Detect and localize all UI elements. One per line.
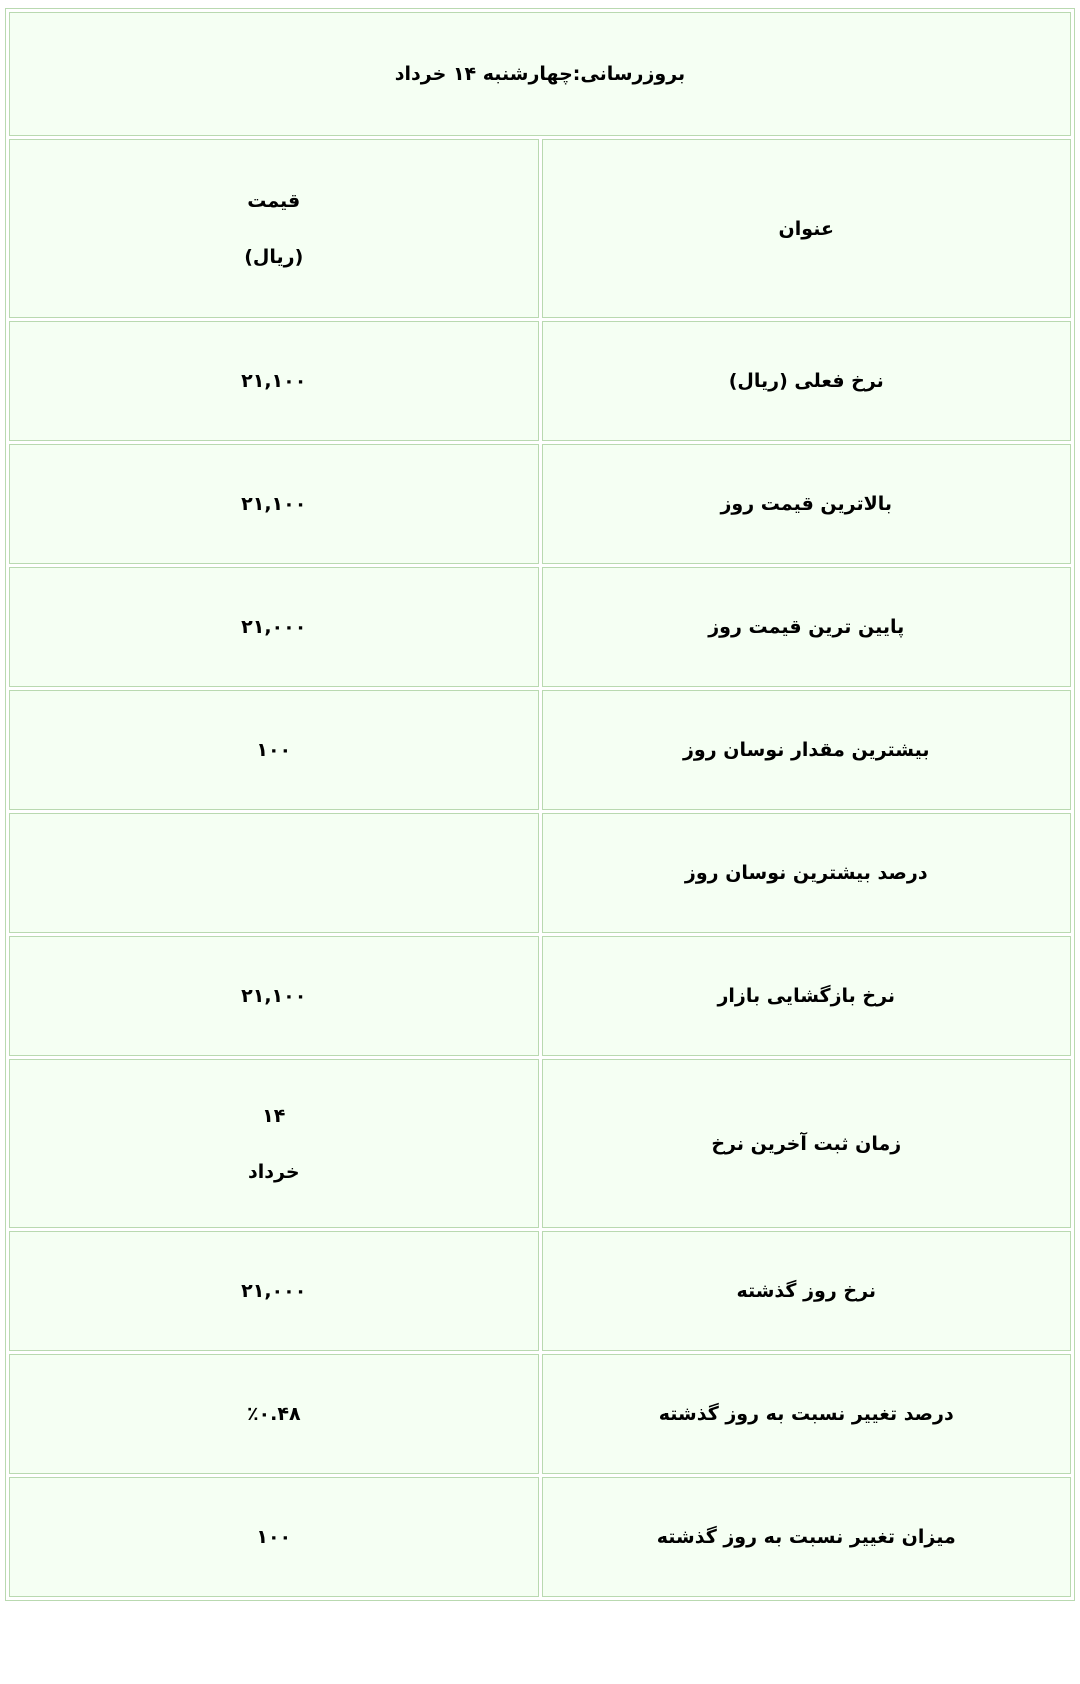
row-label: پایین ترین قیمت روز bbox=[542, 567, 1072, 687]
header-price-label: قیمت bbox=[247, 189, 301, 212]
row-value: ٪۰.۴۸ bbox=[9, 1354, 539, 1474]
row-value: ۱۰۰ bbox=[9, 690, 539, 810]
row-label: بیشترین مقدار نوسان روز bbox=[542, 690, 1072, 810]
table-row bbox=[9, 1059, 1071, 1228]
table-row bbox=[9, 690, 1071, 810]
table-row bbox=[9, 567, 1071, 687]
row-value: ۲۱,۱۰۰ bbox=[9, 936, 539, 1056]
row-value-day: ۱۴ bbox=[262, 1104, 286, 1127]
price-table-container bbox=[5, 8, 1075, 1601]
row-value: ۱۰۰ bbox=[9, 1477, 539, 1597]
row-label: درصد بیشترین نوسان روز bbox=[542, 813, 1072, 933]
table-row bbox=[9, 321, 1071, 441]
row-value bbox=[248, 1088, 300, 1200]
row-label: نرخ بازگشایی بازار bbox=[542, 936, 1072, 1056]
title-row bbox=[9, 12, 1071, 136]
table-row bbox=[9, 936, 1071, 1056]
table-row bbox=[9, 1354, 1071, 1474]
table-row bbox=[9, 444, 1071, 564]
header-price bbox=[244, 173, 303, 285]
row-value: ۲۱,۰۰۰ bbox=[9, 1231, 539, 1351]
header-price-unit: (ریال) bbox=[244, 245, 304, 268]
table-row bbox=[9, 1477, 1071, 1597]
row-value: ۲۱,۱۰۰ bbox=[9, 321, 539, 441]
row-value-month: خرداد bbox=[247, 1160, 300, 1183]
row-label: درصد تغییر نسبت به روز گذشته bbox=[542, 1354, 1072, 1474]
header-row bbox=[9, 139, 1071, 318]
table-row bbox=[9, 1231, 1071, 1351]
header-title: عنوان bbox=[542, 139, 1072, 318]
row-label: زمان ثبت آخرین نرخ bbox=[542, 1059, 1072, 1228]
row-value: ۲۱,۰۰۰ bbox=[9, 567, 539, 687]
price-table bbox=[5, 8, 1075, 1601]
table-row bbox=[9, 813, 1071, 933]
update-title: بروزرسانی:چهارشنبه ۱۴ خرداد bbox=[9, 12, 1071, 136]
row-value bbox=[9, 813, 539, 933]
row-label: نرخ روز گذشته bbox=[542, 1231, 1072, 1351]
row-value: ۲۱,۱۰۰ bbox=[9, 444, 539, 564]
header-price-cell bbox=[9, 139, 539, 318]
row-label: بالاترین قیمت روز bbox=[542, 444, 1072, 564]
row-value-cell bbox=[9, 1059, 539, 1228]
row-label: نرخ فعلی (ریال) bbox=[542, 321, 1072, 441]
row-label: میزان تغییر نسبت به روز گذشته bbox=[542, 1477, 1072, 1597]
